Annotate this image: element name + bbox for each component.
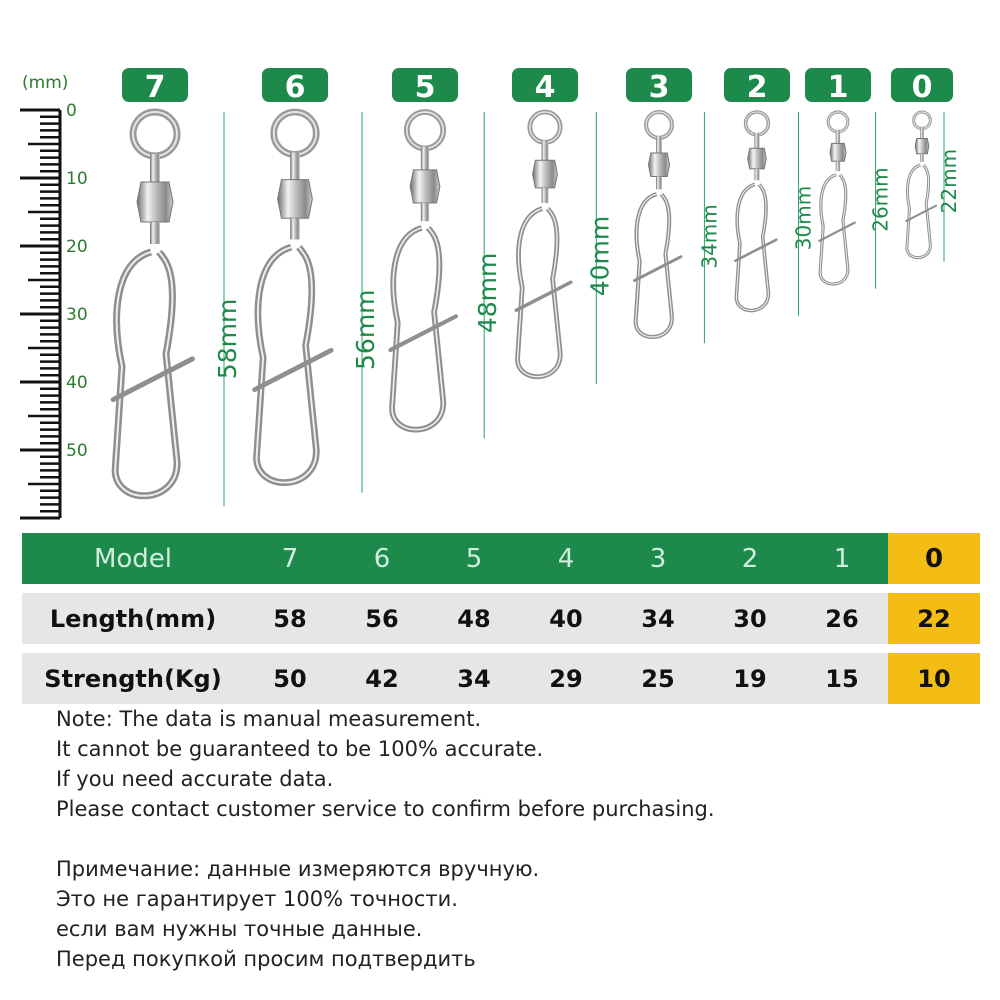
model-cell: 5: [465, 543, 483, 574]
swivel-barrel: [830, 143, 846, 161]
swivel-item-3: [626, 68, 721, 343]
swivel-ring-shine: [914, 112, 931, 129]
swivel-neck-lower: [150, 222, 160, 244]
swivel-neck-lower: [542, 188, 549, 203]
model-cell: 2: [741, 543, 759, 574]
length-header: Length(mm): [49, 604, 217, 633]
swivel-barrel: [748, 148, 767, 169]
model-header: Model: [93, 543, 173, 574]
length-cell: 34: [641, 604, 675, 633]
strength-cell: 42: [365, 664, 399, 693]
swivel-ring-shine: [746, 112, 769, 135]
swivel-barrel: [410, 170, 440, 203]
note-line-ru: Это не гарантирует 100% точности.: [56, 887, 458, 911]
notes-block: [56, 704, 715, 974]
strength-header: Strength(Kg): [44, 664, 222, 693]
ruler-label: 0: [66, 101, 77, 121]
ruler-label: 40: [66, 373, 88, 393]
ruler-unit-label: (mm): [22, 73, 69, 93]
length-label: 26mm: [868, 167, 893, 232]
swivel-ring-shine: [828, 112, 848, 132]
ruler-label: 10: [66, 169, 88, 189]
length-row: [22, 593, 980, 644]
swivel-item-0: [891, 68, 961, 262]
swivel-neck: [542, 140, 549, 161]
length-cell-highlight: 22: [888, 593, 980, 644]
swivel-barrel: [915, 139, 929, 154]
length-cell: 58: [273, 604, 307, 633]
swivel-barrel: [137, 182, 173, 222]
swivel-ring-shine: [407, 112, 443, 148]
note-line-en: It cannot be guaranteed to be 100% accurate.: [56, 737, 544, 761]
length-cell: 30: [733, 604, 767, 633]
swivel-neck-lower: [290, 218, 300, 239]
model-row: [22, 533, 980, 584]
length-cell: 26: [825, 604, 859, 633]
model-cell-highlight: 0: [888, 533, 980, 584]
mm-ruler: [20, 73, 88, 518]
swivel-item-5: [390, 68, 502, 438]
length-label: 22mm: [937, 148, 961, 214]
swivel-ring-shine: [133, 112, 177, 156]
swivel-ring-shine: [274, 112, 316, 154]
strength-cell: 34: [457, 664, 491, 693]
model-badge-label: 5: [414, 70, 436, 105]
swivel-neck-lower: [754, 169, 759, 180]
swivel-neck: [754, 133, 759, 149]
ruler-label: 20: [66, 237, 88, 257]
length-cell: 56: [365, 604, 399, 633]
length-label: 34mm: [697, 204, 722, 269]
length-label: 58mm: [213, 298, 242, 380]
model-badge-label: 2: [746, 70, 768, 105]
strength-cell: 29: [549, 664, 583, 693]
model-badge-label: 3: [648, 70, 670, 105]
swivel-neck-lower: [920, 154, 924, 162]
swivel-neck: [290, 152, 300, 181]
note-line-ru: Примечание: данные измеряются вручную.: [56, 857, 540, 881]
model-badge-label: 7: [144, 70, 166, 105]
strength-cell: 19: [733, 664, 767, 693]
spec-table: [22, 533, 980, 713]
swivel-ring-shine: [530, 112, 560, 142]
model-cell: 6: [373, 543, 391, 574]
swivel-item-7: [113, 68, 242, 506]
length-label: 48mm: [473, 252, 503, 334]
note-line-en: If you need accurate data.: [56, 767, 334, 791]
length-label: 40mm: [585, 215, 615, 297]
swivel-neck: [920, 127, 924, 138]
model-cell: 3: [649, 543, 667, 574]
swivel-illustrations: [113, 68, 961, 506]
swivel-item-6: [255, 68, 380, 493]
swivel-neck: [836, 130, 840, 143]
note-line-ru: Перед покупкой просим подтвердить: [56, 947, 476, 971]
model-cell: 7: [281, 543, 299, 574]
strength-cell: 15: [825, 664, 859, 693]
swivel-neck: [421, 146, 429, 171]
length-cell: 40: [549, 604, 583, 633]
swivel-item-4: [512, 68, 614, 384]
swivel-ring-shine: [646, 112, 672, 138]
swivel-neck-lower: [421, 203, 429, 221]
length-label: 56mm: [351, 289, 381, 370]
swivel-item-1: [805, 68, 893, 289]
swivel-neck-lower: [656, 176, 662, 189]
length-label: 30mm: [791, 185, 816, 251]
swivel-barrel: [648, 153, 669, 176]
strength-cell: 25: [641, 664, 675, 693]
swivel-item-2: [724, 68, 815, 316]
strength-cell-highlight: 10: [888, 653, 980, 704]
note-line-en: Note: The data is manual measurement.: [56, 707, 482, 731]
swivel-neck: [150, 154, 160, 184]
strength-cell: 50: [273, 664, 307, 693]
model-badge-label: 0: [911, 70, 933, 105]
swivel-barrel: [278, 180, 313, 219]
note-line-ru: если вам нужны точные данные.: [56, 917, 423, 941]
model-cell: 1: [833, 543, 851, 574]
ruler-label: 30: [66, 305, 88, 325]
ruler-label: 50: [66, 441, 88, 461]
swivel-neck: [656, 136, 662, 154]
model-cell: 4: [557, 543, 575, 574]
model-badge-label: 6: [284, 70, 306, 105]
model-badge-label: 4: [534, 70, 556, 105]
strength-row: [22, 653, 980, 704]
length-cell: 48: [457, 604, 491, 633]
swivel-barrel: [533, 160, 558, 188]
swivel-neck-lower: [836, 161, 840, 171]
note-line-en: Please contact customer service to confirm before purchasing.: [56, 797, 715, 821]
model-badge-label: 1: [827, 70, 849, 105]
